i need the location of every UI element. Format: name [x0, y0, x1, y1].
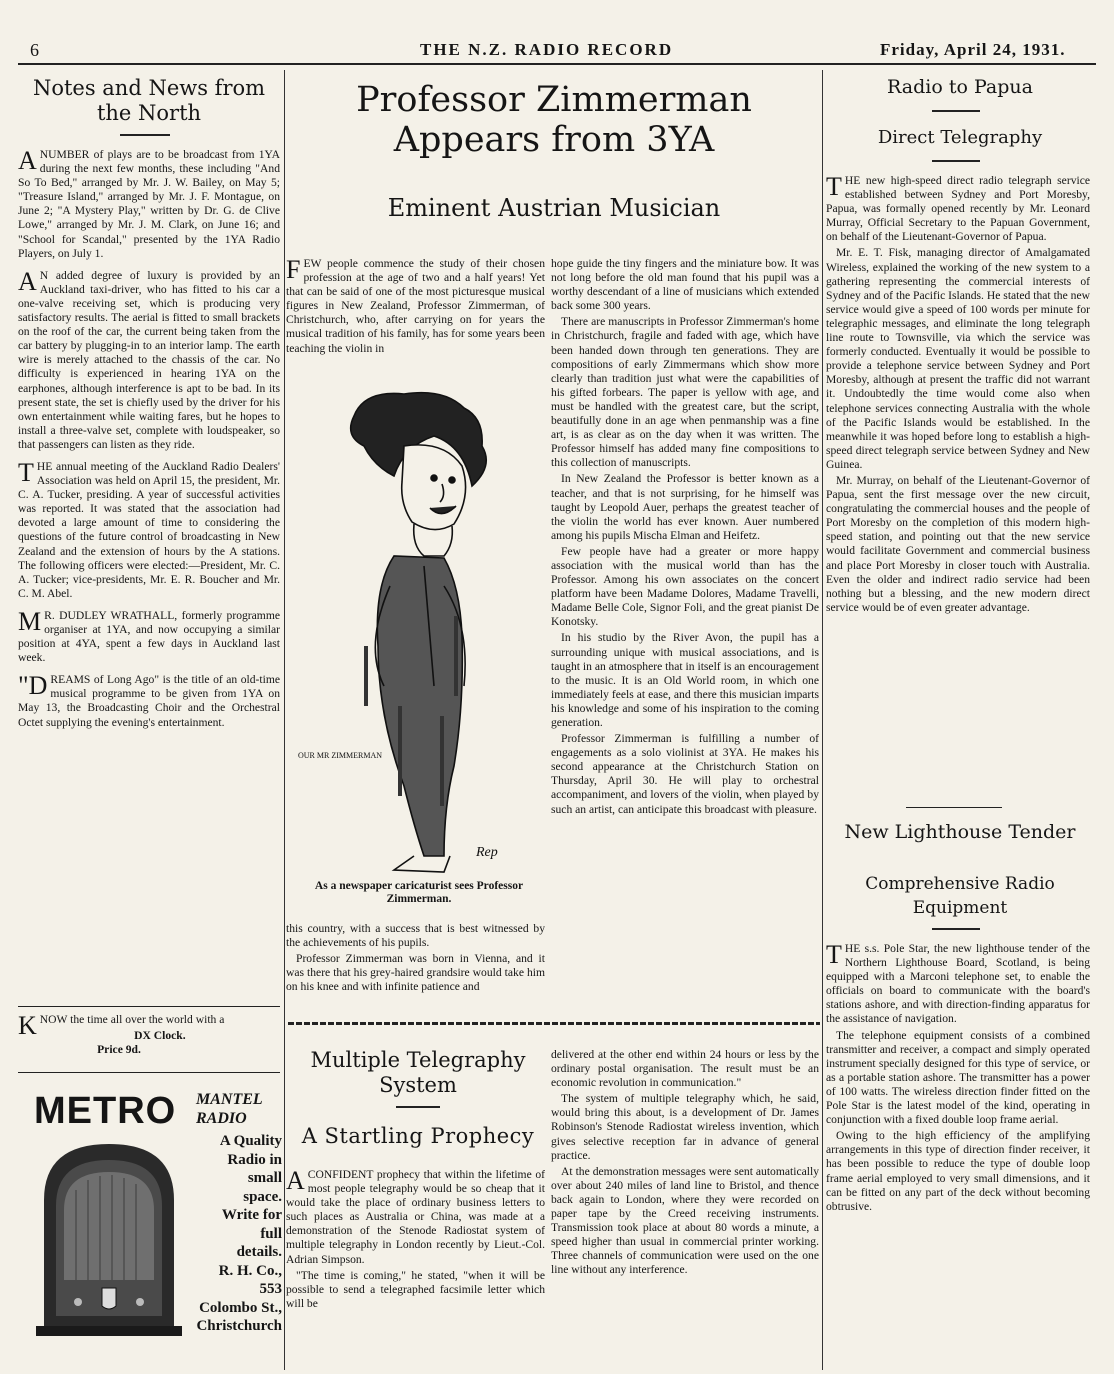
- multi-headline: Multiple Telegraphy System: [310, 1048, 526, 1097]
- caricature-note: OUR MR ZIMMERMAN: [298, 751, 383, 760]
- ad-body: A Quality Radio in small space. Write for full details. R. H. Co., 553 Colombo St., Christchurch: [196, 1133, 282, 1334]
- lighthouse-headline: New Lighthouse Tender: [844, 821, 1076, 843]
- multi-subhead: A Startling Prophecy: [301, 1124, 535, 1148]
- papua-article: THE new high-speed direct radio telegraph service established between Sydney and Port Moresby, Papua, was formally opened recently by Mr. Leonard Murray, Official Secretary to the Papuan Government, on behalf of the Lieutenant-Governor of Papua. Mr. E. T. Fisk, managing director of Amalgamated Wireless, explained the working of the new system to a gathering representing the commercial interests of Sydney and of the Pacific Islands. He stated that the new service would give a speed of 100 words per minute for telegraphic messages, and eliminate the long telegraph line route to Townsville, via which the service was formerly conducted. Eventually it would be possible to provide a telephone service between Sydney and Port Moresby, although at present the traffic did not warrant it. Undoubtedly the time would come also when telephone services connecting Australia with the whole of the Pacific Islands would be established. In the meanwhile it was hoped before long to establish a high-speed direct telegraph service between Sydney and New Guinea. Mr. Murray, on behalf of the Lieutenant-Governor of Papua, sent the first message over the new circuit, congratulating the commercial houses and the people of Port Moresby on the completion of this modern high-speed station, and pointing out that the new service would facilitate Government and commercial business and place Port Moresby in closer touch with Australia. Even the older and indirect radio service had been nothing but a blessing, and the new modern direct service would be of even greater advantage.: [826, 172, 1090, 614]
- masthead-rule: [18, 63, 1096, 65]
- caricature-caption: As a newspaper caricaturist sees Professor Zimmerman.: [314, 880, 524, 905]
- lighthouse-article: THE s.s. Pole Star, the new lighthouse tender of the Northern Lighthouse Board, Scotland, is being equipped with a Marconi telephone set, to enable the officials on board to communicate with the board's stations ashore, and with direction-finding apparatus for the assistance of navigation. The telephone equipment consists of a combined transmitter and receiver, a compact and simply operated instrument specially designed for this type of service, or as a portable station ashore. The transmitter has a power of 100 watts. The wireless direction finder fitted on the Pole Star is the latest model of the kind, operating in conjunction with a fixed double loop frame aerial. Owing to the high efficiency of the amplifying arrangements in this type of direction finder receiver, it has been possible to reduce the type of double loop frame aerial employed to very small dimensions, and it can be fitted on any part of the deck without becoming obtrusive.: [826, 940, 1090, 1213]
- zimmerman-col-b: hope guide the tiny fingers and the miniature bow. It was not long before the old man found that his pupil was a worthy descendant of a line of musicians which extended back some 300 years. There are manuscripts in Professor Zimmerman's home in Christchurch, fragile and faded with age, which have been handed down through ten generations. They are compositions of early Zimmermans which show more clearly than tradition just what were the capabilities of his gifted forbears. The paper is yellow with age, and must be handled with the greatest care, but the script, beautifully done in an age when penmanship was a fine art, is as clear as on the day when it was written. The Professor himself has added many fine compositions to this collection of manuscripts. In New Zealand the Professor is better known as a teacher, and that is not surprising, for he himself was taught by Leopold Auer, perhaps the greatest teacher of the violin the world has ever known. Auer numbered among his pupils Mischa Elman and Heifetz. Few people have had a greater or more happy association with the musical world than has the Professor. Among his own associates on the concert platform have been Madame Dolores, Madame Travelli, Madame Belle Cole, Signor Foli, and the great pianist De Konotsky. In his studio by the River Avon, the pupil has a surrounding unique with musical associations, and is taught in an atmosphere that in itself is an encouragement to the music. It is an Old World room, in which one immediately feels at ease, and there this musician imparts his knowledge and some of his inspiration to the coming generation. Professor Zimmerman is fulfilling a number of engagements as a solo violinist at 3YA. He makes his second appearance at the Christchurch Station on Thursday, April 30. He will play to orchestral accompaniment, and lovers of the violin, when played by such an artist, can anticipate this broadcast with pleasure.: [551, 257, 819, 816]
- right-subhead: Direct Telegraphy: [877, 127, 1043, 148]
- clock-ad: KNOW the time all over the world with a DX Clock. Price 9d.: [18, 1013, 280, 1057]
- section-rule: [18, 1072, 280, 1073]
- ad-product-line: MANTEL RADIO: [196, 1091, 263, 1127]
- left-headline: Notes and News from the North: [32, 76, 266, 125]
- masthead: [0, 36, 1114, 62]
- ad-brand: METRO: [34, 1090, 177, 1132]
- article-paragraph: A N added degree of luxury is provided by an Auckland taxi-driver, who has fitted to his car a one-valve receiving set, which is producing very satisfactory results. The aerial is fitted to small brackets on the roof of the car, the current being taken from the car battery by plugging-in to an interior lamp. The earth wire is merely attached to the chassis of the car. No difficulty is experienced in hearing 1YA on the earphones, although interference is apt to be bad. In its present state, the set is chiefly used by the driver for his own entertainment while waiting fares, but he hopes to install a three-valve set, complete with loudspeaker, so that passengers can listen as they ride.: [18, 266, 280, 451]
- zimmerman-col-a-bottom: this country, with a success that is best witnessed by the achievements of his pupils. Professor Zimmerman was born in Vienna, and it was there that his grey-haired grandsire would take him on his knee and with infinite patience and: [286, 922, 545, 994]
- zimmerman-col-a: FEW people commence the study of their chosen profession at the age of two and a half years! Yet that can be said of one of the most picturesque musical figures in New Zealand, Professor Zimmerman, of Christchurch, who, after carrying on for years the musical tradition of his family, has for some years been teaching the violin in: [286, 255, 545, 355]
- radio-cabinet-image: [36, 1140, 182, 1336]
- multi-col-b: delivered at the other end within 24 hours or less by the ordinary postal organisation. The result must be an economic revolution in communication." The system of multiple telegraphy which, he said, would bring this about, is a development of Dr. James Robinson's Stenode Radiostat wireless invention, which gives selective reception far in advance of general practice. At the demonstration messages were sent automatically over about 240 miles of land line to Bristol, and thence back again to London, where they were recorded on paper tape by the Creed receiving instruments. Transmission took place at about 80 words a minute, a speed higher than usual in commercial printer working. Three channels of communication were used on the one line without any interference.: [551, 1048, 819, 1277]
- artist-signature: Rep: [476, 845, 498, 860]
- article-paragraph: ANUMBER of plays are to be broadcast from 1YA during the next few months, these including "And So To Bed," arranged by Mr. J. W. Bailey, on May 5; "Treasure Island," arranged by Mr. J. F. Montague, on June 2; "A Mystery Play," written by Dr. G. de Clive Lowe," arranged by Mr. J. M. Clark, on June 16; and "School for Scandal," presented by the 1YA Radio Players, on July 1.: [18, 146, 280, 260]
- left-column-text: [18, 148, 280, 732]
- article-paragraph: M R. DUDLEY WRATHALL, formerly programme organiser at 1YA, and now occupying a similar position at 4YA, spent a few days in Auckland last week.: [18, 606, 280, 665]
- page-number: 6: [30, 40, 40, 60]
- clock-ad-product: DX Clock.: [134, 1029, 186, 1043]
- headline-rule: [120, 134, 170, 136]
- headline-rule: [396, 1106, 440, 1108]
- caricature-illustration: [294, 386, 540, 874]
- headline-rule: [932, 110, 980, 112]
- column-divider: [822, 70, 823, 1370]
- main-headline: Professor Zimmerman Appears from 3YA: [356, 80, 752, 160]
- section-rule: [906, 807, 1002, 808]
- issue-date: Friday, April 24, 1931.: [880, 40, 1066, 59]
- headline-rule: [932, 160, 980, 162]
- right-headline: Radio to Papua: [887, 76, 1033, 98]
- section-rule: [18, 1006, 280, 1007]
- headline-rule: [932, 928, 980, 930]
- newspaper-title: THE N.Z. RADIO RECORD: [420, 40, 674, 59]
- article-paragraph: "DREAMS of Long Ago" is the title of an old-time musical programme to be given from 1YA on May 13, the Broadcasting Choir and the Orchestral Octet supplying the evening's entertainment.: [18, 671, 280, 729]
- lighthouse-subhead: Comprehensive Radio Equipment: [865, 874, 1055, 918]
- article-paragraph: THE annual meeting of the Auckland Radio Dealers' Association was held on April 15, the president, Mr. C. A. Tucker, presiding. A year of successful activities was reported. It was stated that the association had devoted a large amount of time to considering the questions of the future control of broadcasting in New Zealand and the extension of hours by the A stations. The following officers were elected:—President, Mr. C. A. Tucker; vice-presidents, Mr. E. R. Boucher and Mr. C. M. Abel.: [18, 457, 280, 600]
- column-divider: [284, 70, 285, 1370]
- multi-col-a: ACONFIDENT prophecy that within the lifetime of most people telegraphy would be so cheap that it would take the place of ordinary business letters to such places as Australia or China, was made at a demonstration of the Stenode Radiostat system of multiple telegraphy in London recently by Lieut.-Col. Adrian Simpson. "The time is coming," he stated, "when it will be possible to send a telegraphed facsimile letter which will be: [286, 1166, 545, 1310]
- section-divider: [288, 1022, 820, 1025]
- clock-ad-price: Price 9d.: [97, 1043, 141, 1057]
- main-subhead: Eminent Austrian Musician: [387, 194, 721, 222]
